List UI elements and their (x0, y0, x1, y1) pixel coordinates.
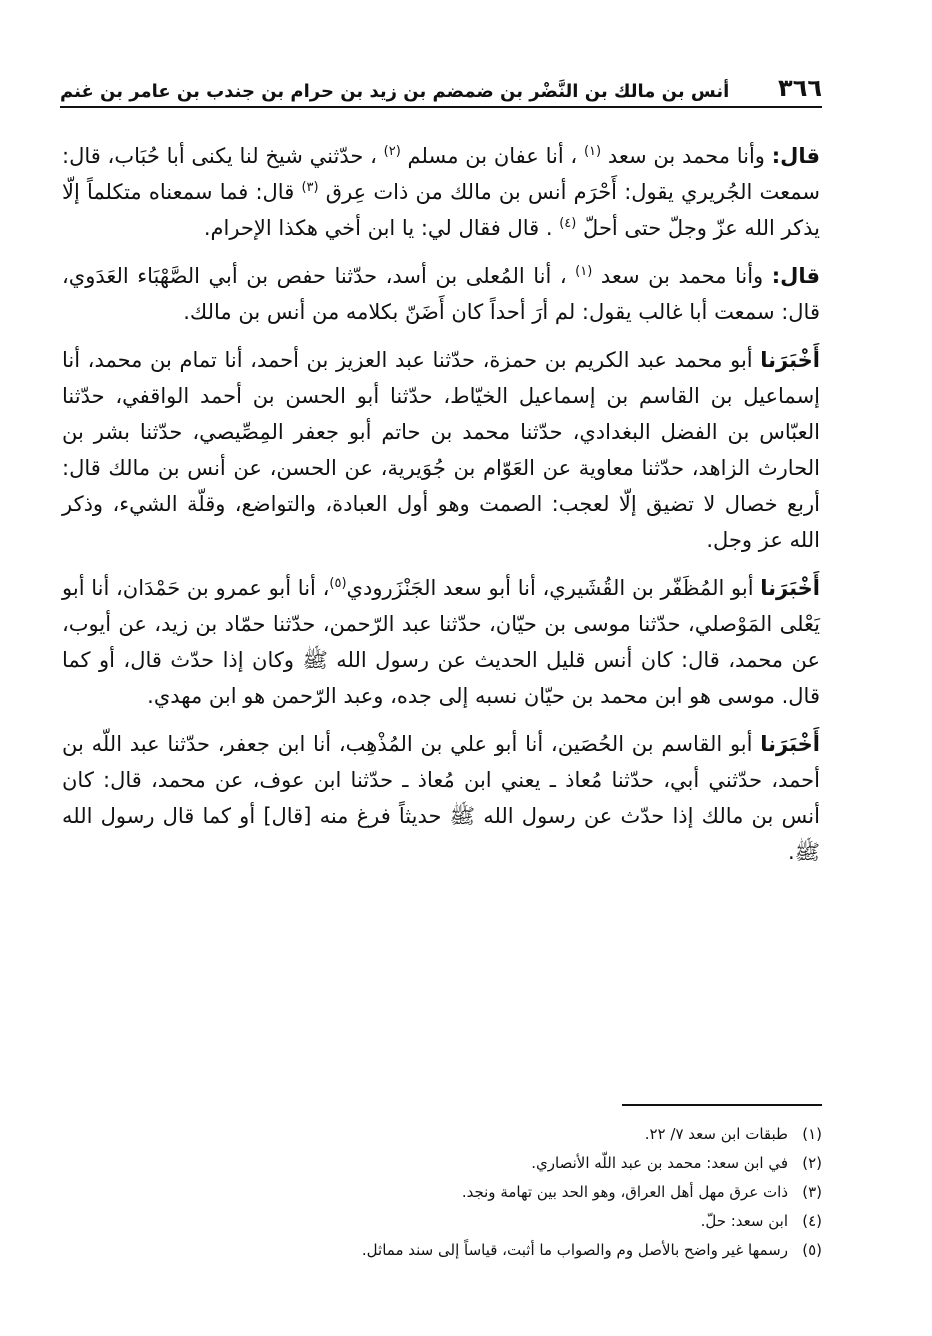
paragraph-text: ، أنا عفان بن مسلم (400, 144, 584, 168)
footnote-item (62, 1149, 822, 1178)
paragraph-lead: أَخْبَرَنا (760, 732, 820, 756)
footnote-text: رسمها غير واضح بالأصل وم والصواب ما أثبت، قياساً إلى سند مماثل. (361, 1241, 788, 1259)
footnote-text: في ابن سعد: محمد بن عبد اللّه الأنصاري. (531, 1154, 788, 1172)
footnote-reference: (٣) (301, 180, 319, 195)
footnote-number: (٢) (802, 1154, 822, 1172)
footnote-text: طبقات ابن سعد ٧/ ٢٢. (644, 1125, 788, 1143)
page-header (60, 74, 822, 108)
paragraph-text: أبو المُظَفّر بن القُشَيري، أنا أبو سعد الجَنْزَرودي (346, 576, 761, 600)
footnote-reference: (٤) (559, 216, 577, 231)
page-number: ٣٦٦ (778, 74, 822, 102)
footnote-item (62, 1236, 822, 1265)
paragraph-text: . قال فقال لي: يا ابن أخي هكذا الإحرام. (203, 216, 560, 240)
paragraph-lead: قال: (771, 264, 820, 288)
paragraph-text: أبو محمد عبد الكريم بن حمزة، حدّثنا عبد العزيز بن أحمد، أنا تمام بن محمد، أنا إسماعيل بن القاسم بن إسماعيل الخيّاط، حدّثنا أبو الحسن بن أحمد الواقفي، حدّثنا العبّاس بن الفضل البغدادي، حدّثنا محمد بن حاتم أبو جعفر المِصِّيصي، حدّثنا بشر بن الحارث الزاهد، حدّثنا معاوية عن العَوّام بن جُوَيرية، عن الحسن، عن أنس بن مالك قال: أربع خصال لا تضيق إلّا لعجب: الصمت وهو أول العبادة، والتواضع، وقلّة الشيء، وذكر الله عز وجل. (62, 348, 820, 552)
footnotes-list (62, 1120, 822, 1265)
paragraph-lead: أَخْبَرَنا (760, 348, 820, 372)
paragraph (62, 570, 820, 714)
footnote-reference: (١) (583, 144, 602, 159)
paragraph (62, 342, 820, 558)
paragraph-text: وأنا محمد بن سعد (601, 144, 772, 168)
footnote-text: ذات عرق مهل أهل العراق، وهو الحد بين تهامة ونجد. (461, 1183, 788, 1201)
footnote-item (62, 1207, 822, 1236)
paragraph-text: ، أنا المُعلى بن أسد، حدّثنا حفص بن أبي الصَّهْبَاء العَدَوي، قال: سمعت أبا غالب يقول: لم أرَ أحداً كان أَضَنّ بكلامه من أنس بن مالك. (62, 264, 820, 324)
paragraph-lead: أَخْبَرَنا (760, 576, 821, 600)
footnote-number: (٥) (802, 1241, 822, 1259)
paragraph (62, 258, 820, 330)
footnote-number: (٤) (802, 1212, 822, 1230)
footnote-item (62, 1178, 822, 1207)
paragraph-text: قال: فما سمعناه متكلماً إلّا يذكر الله عزّ وجلّ حتى أحلّ (62, 180, 820, 240)
paragraph-text: ، أنا أبو عمرو بن حَمْدَان، أنا أبو يَعْلى المَوْصلي، حدّثنا موسى بن حيّان، حدّثنا عبد الرّحمن، حدّثنا حمّاد بن زيد، عن أيوب، عن محمد، قال: كان أنس قليل الحديث عن رسول الله ﷺ وكان إذا حدّث قال، أو كما قال. موسى هو ابن محمد بن حيّان نسبه إلى جده، وعبد الرّحمن هو ابن مهدي. (62, 576, 820, 708)
footnote-divider (622, 1104, 822, 1106)
main-text (62, 138, 820, 882)
paragraph (62, 726, 820, 870)
paragraph-text: وأنا محمد بن سعد (592, 264, 772, 288)
footnote-text: ابن سعد: حلّ. (700, 1212, 788, 1230)
paragraph-lead: قال: (771, 144, 820, 168)
running-title: أنس بن مالك بن النَّضْر بن ضمضم بن زيد بن حرام بن جندب بن عامر بن غنم (60, 81, 730, 102)
footnote-item (62, 1120, 822, 1149)
paragraph-text: ، حدّثني شيخ لنا يكنى أبا حُبَاب، قال: سمعت الجُريري يقول: أَحْرَم أنس بن مالك من ذات عِرق (62, 144, 820, 204)
footnote-reference: (٥) (329, 576, 347, 591)
footnote-number: (٣) (802, 1183, 822, 1201)
paragraph (62, 138, 820, 246)
footnote-reference: (١) (575, 264, 593, 279)
footnote-number: (١) (802, 1125, 822, 1143)
paragraph-text: أبو القاسم بن الحُصَين، أنا أبو علي بن المُذْهِب، أنا ابن جعفر، حدّثنا عبد اللّه بن أحمد، حدّثني أبي، حدّثنا مُعاذ ـ يعني ابن مُعاذ ـ حدّثنا ابن عوف، عن محمد، قال: كان أنس بن مالك إذا حدّث عن رسول الله ﷺ حديثاً فرغ منه [قال] أو كما قال رسول الله ﷺ. (62, 732, 820, 864)
footnote-reference: (٢) (383, 144, 401, 159)
